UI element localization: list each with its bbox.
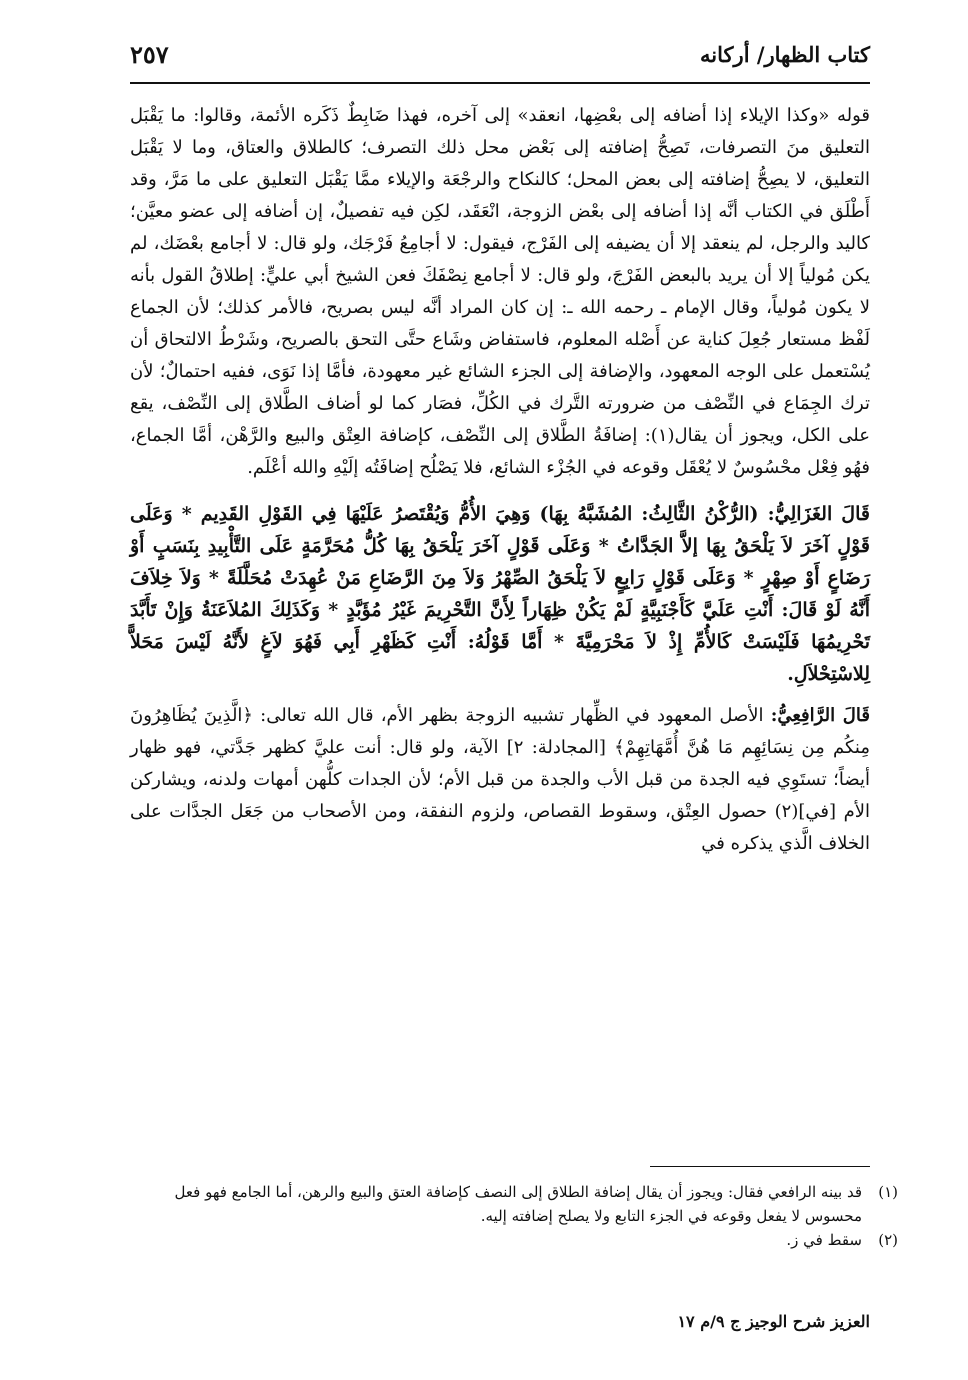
footnotes (130, 1180, 898, 1252)
ghazali-speaker: قَالَ الغَزَالِيُّ: (767, 503, 870, 525)
main-text (130, 100, 870, 860)
header-rule (130, 82, 870, 84)
rafii-speaker: قَالَ الرَّافِعِيُّ: (770, 705, 870, 726)
footnote-text: سقط في ز. (786, 1231, 862, 1249)
footnote-2 (130, 1228, 898, 1252)
footnote-1 (130, 1180, 898, 1228)
rafii-text: الأصل المعهود في الظِّهار تشبيه الزوجة بظهر الأم، قال الله تعالى: ﴿الَّذِينَ يُظَاهِرُونَ مِنكُم مِن نِسَائِهِم مَا هُنَّ أُمَّهَاتِهِمْ﴾ [المجادلة: ٢] الآية، ولو قال: أنت عليَّ كظهر جَدَّتي، فهو ظهار أيضاً؛ تستَوِي فيه الجدة من قبل الأب والجدة من قبل الأم؛ لأن الجدات كلُّهن أمهات ولدنه، ويشاركن الأم [في](٢) حصول العِتْق، وسقوط القصاص، ولزوم النفقة، ومن الأصحاب من جَعَل الجدَّات على الخلاف الَّذي يذكره في (130, 705, 870, 854)
footnote-number: (١) (878, 1183, 898, 1201)
footnote-rule (650, 1166, 870, 1167)
ghazali-text: (الرُّكْنُ الثَّالِثُ: المُشَبَّهُ بِهَا) وَهِيَ الأُمُّ وَيُقْتَصرُ عَلَيْهَا فِي القَوْلِ القَدِيم * وَعَلَى قَوْلٍ آخَرَ لاَ يَلْحَقُ بِهَا إلاَّ الجَدَّاتُ * وَعَلَى قَوْلٍ آخَرَ يَلْحَقُ بِهَا كُلُّ مُحَرَّمَةٍ عَلَى التَّأْبِيدِ بِنَسَبٍ أَوْ رَضَاعٍ أَوْ صِهْرٍ * وَعَلَى قَوْلٍ رَابِعٍ لاَ يَلْحَقُ الصِّهْرُ وَلاَ مِنَ الرَّضَاعِ مَنْ عُهِدَتْ مُحَلَّلَةً * وَلاَ خِلاَفَ أَنَّهُ لَوْ قَالَ: أَنْتِ عَلَيَّ كَأَجْنَبِيَّةٍ لَمْ يَكُنْ ظِهَاراً لِأَنَّ التَّحْرِيمَ غَيْرُ مُؤَبَّدٍ * وَكَذَلِكَ المُلاَعَنَةُ وَإِنْ تَأَبَّدَ تَحْرِيمُهَا فَلَيْسَتْ كَالأُمِّ إِذْ لاَ مَحْرَمِيَّةَ * أَمَّا قَوْلُهُ: أَنْتِ كَظَهْرِ أَبِي فَهُوَ لاَغٍ لأَنَّهُ لَيْسَ مَحَلاًّ لِلاسْتِحْلاَلِ. (130, 503, 870, 685)
ghazali-text-block (130, 498, 870, 690)
rafii-paragraph (130, 700, 870, 860)
commentary-paragraph: قوله «وكذا الإيلاء إذا أضافه إلى بعْضِها، انعقد» إلى آخره، فهذا ضَابِطٌ ذَكَره الأئمة، وقالوا: ما يَقْبَل التعليق منَ التصرفات، تَصِحُّ إضافته إلى بَعْض محل ذلك التصرف؛ كالطلاق والعتاق، وما لا يَقْبَل التعليق، لا يصِحُّ إضافته إلى بعض المحل؛ كالنكاح والرجْعَة والإيلاء ممَّا يَقْبَل التعليق على ما مَرَّ، وقد أَطْلَق في الكتاب أنَّه إذا أضافه إلى بعْض الزوجة، انْعَقَد، لكِن فيه تفصيلٌ، إن أضافه إلى عضو معيَّن؛ كاليد والرجل، لم ينعقد إلا أن يضيفه إلى الفَرْج، فيقول: لا أجامِعُ فَرْجَك، ولو قال: لا أجامع بعْضَك، لم يكن مُولياً إلا أن يريد بالبعض الفَرْجَ، ولو قال: لا أجامع نِصْفَكَ فعن الشيخ أبي عليٍّ: إطلاقُ القول بأنه لا يكون مُولياً، وقال الإمام ـ رحمه الله ـ: إن كان المراد أنَّه ليس بصريح، فالأمر كذلك؛ لأن الجماع لَفْظ مستعار جُعِلَ كناية عن أَصْله المعلوم، فاستفاض وشَاع حتَّى التحق بالصريح، وشَرْطُ الالتحاق أن يُسْتعمل على الوجه المعهود، والإضافة إلى الجزء الشائع غير معهودة، فأمَّا إذا نَوَى، ففيه احتمالٌ؛ لأن ترك الجِمَاع في النِّصْف من ضرورته التَّرك في الكُلِّ، فصَار كما لو أضاف الطَّلاق إلى النِّصْف، يقع على الكل، ويجوز أن يقال(١): إضافَةُ الطَّلاق إلى النِّصْف، كإضافة العِتْق والبيع والرَّهْن، أمَّا الجماع، فهُو فِعْل محْسُوسٌ لا يُعْقَل وقوعه في الجُزْء الشائع، فلا يَصْلُح إضافَتُه إلَيْهِ والله أعْلَم. (130, 105, 871, 478)
running-head: كتاب الظهار/ أركانه (700, 42, 870, 67)
footnote-text: قد بينه الرافعي فقال: ويجوز أن يقال إضافة الطلاق إلى النصف كإضافة العتق والبيع والرهن، أما الجامع فهو فعل محسوس لا يفعل وقوعه في الجزء التابع ولا يصلح إضافته إليه. (174, 1183, 862, 1225)
page-number: ٢٥٧ (130, 40, 169, 69)
page-header (130, 38, 870, 84)
signature-line: العزيز شرح الوجيز ج ٩/م ١٧ (677, 1312, 870, 1331)
footnote-number: (٢) (878, 1231, 898, 1249)
